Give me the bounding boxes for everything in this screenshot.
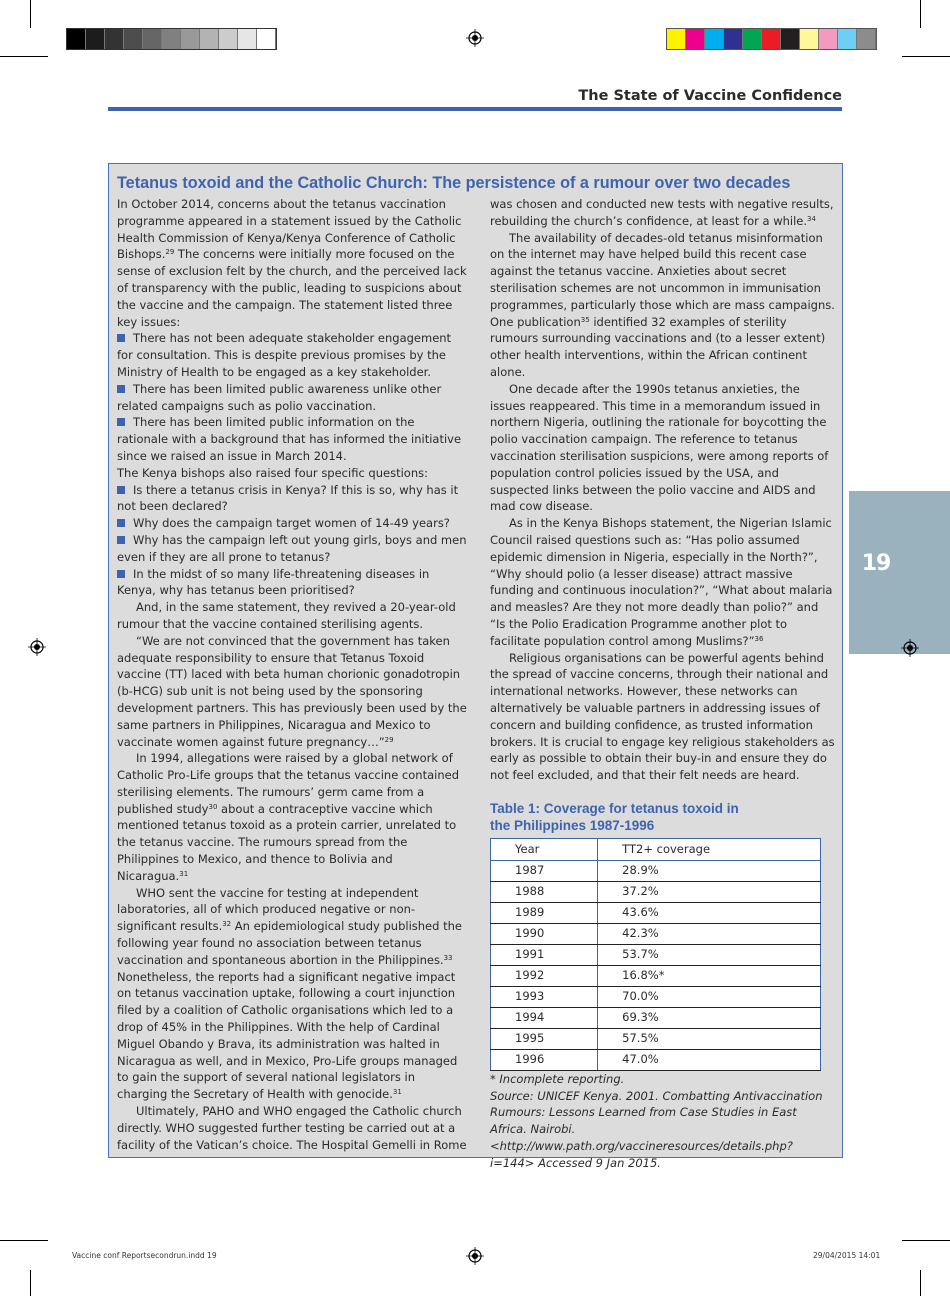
year-cell: 1992 <box>491 965 598 986</box>
registration-mark-icon <box>466 29 484 47</box>
color-swatch <box>781 29 800 49</box>
bullet-item: Why has the campaign left out young girls, boys and men even if they are all prone to tetanus? <box>117 532 467 564</box>
table-row <box>491 1049 821 1070</box>
paragraph: Religious organisations can be powerful agents behind the spread of vaccine concerns, through their national and international networks. However, these networks can alternatively be valuable partners in addressing issues of concern and building confidence, as trusted information brokers. It is crucial to engage key religious stakeholders as early as possible to obtain their buy-in and ensure they do not feel excluded, and that their felt needs are heard. <box>490 650 835 783</box>
paragraph: The Kenya bishops also raised four specific questions: <box>117 465 428 480</box>
paragraph: WHO sent the vaccine for testing at independent laboratories, all of which produced negative or non-significant results.$^{32}$ An epidemiological study published the following year found no association between tetanus vaccination and spontaneous abortion in the Philippines.$^{33}$ Nonetheless, the reports had a significant negative impact on tetanus vaccination uptake, following a court injunction filed by a coalition of Catholic organisations which led to a drop of 45% in the Philippines. With the help of Cardinal Miguel Obando y Brava, its administration was halted in Nicaragua as well, and in Mexico, Pro-Life groups managed to gain the support of several national legislators in charging the Secretary of Health with genocide.$^{31}$ <box>117 885 462 1102</box>
table-row <box>491 902 821 923</box>
gray-swatch <box>105 29 124 49</box>
running-title: The State of Vaccine Confidence <box>578 88 842 104</box>
year-cell: 1991 <box>491 944 598 965</box>
coverage-cell: 43.6% <box>598 902 821 923</box>
header-rule <box>108 107 842 111</box>
bullet-square-icon <box>117 486 125 494</box>
table-row <box>491 1007 821 1028</box>
coverage-cell: 69.3% <box>598 1007 821 1028</box>
right-column <box>490 196 836 1172</box>
case-study-box <box>108 163 843 1170</box>
crop-mark <box>902 1240 950 1241</box>
coverage-cell: 42.3% <box>598 923 821 944</box>
bullet-item: There has been limited public information on the rationale with a background that has informed the initiative since we raised an issue in March 2014. <box>117 415 462 463</box>
gray-swatch <box>238 29 257 49</box>
color-swatch <box>857 29 876 49</box>
crop-mark <box>0 1240 48 1241</box>
paragraph: The availability of decades-old tetanus misinformation on the internet may have helped build this recent case against the tetanus vaccine. Anxieties about secret sterilisation schemes are not uncommon in immunisation programmes, particularly those which are mass campaigns. One publication$^{35}$ identified 32 examples of sterility rumours surrounding vaccinations and (to a lesser extent) other health interventions, within the African continent alone. <box>490 230 835 379</box>
gray-swatch <box>257 29 276 49</box>
gray-swatch <box>67 29 86 49</box>
crop-mark <box>0 56 48 57</box>
color-swatch <box>819 29 838 49</box>
year-cell: 1995 <box>491 1028 598 1049</box>
coverage-cell: 28.9% <box>598 860 821 881</box>
year-cell: 1988 <box>491 881 598 902</box>
gray-swatch <box>200 29 219 49</box>
year-cell: 1990 <box>491 923 598 944</box>
table-row <box>491 965 821 986</box>
table-row <box>491 923 821 944</box>
paragraph: Ultimately, PAHO and WHO engaged the Catholic church directly. WHO suggested further testing be carried out at a facility of the Vatican’s choice. The Hospital Gemelli in Rome <box>117 1104 467 1152</box>
paragraph: In 1994, allegations were raised by a global network of Catholic Pro-Life groups that the tetanus vaccine contained sterilising elements. The rumours’ germ came from a published study$^{30}$ about a contraceptive vaccine which mentioned tetanus toxoid as a protein carrier, unrelated to the tetanus vaccine. The rumours spread from the Philippines to Mexico, and thence to Bolivia and Nicaragua.$^{31}$ <box>117 751 459 883</box>
crop-mark <box>920 0 921 28</box>
gray-swatch <box>162 29 181 49</box>
bullet-square-icon <box>117 536 125 544</box>
crop-mark <box>30 0 31 28</box>
gray-swatch <box>86 29 105 49</box>
bullet-item: Why does the campaign target women of 14-49 years? <box>117 515 467 532</box>
color-swatch <box>705 29 724 49</box>
gray-swatch <box>219 29 238 49</box>
coverage-cell: 37.2% <box>598 881 821 902</box>
paragraph: And, in the same statement, they revived a 20-year-old rumour that the vaccine contained sterilising agents. <box>117 600 456 631</box>
table-row <box>491 881 821 902</box>
registration-mark-icon <box>28 638 46 656</box>
color-swatch <box>743 29 762 49</box>
chapter-side-tab <box>849 491 950 654</box>
year-cell: 1987 <box>491 860 598 881</box>
crop-mark <box>902 56 950 57</box>
column-header-year: Year <box>491 838 598 860</box>
table-footnote: * Incomplete reporting. <box>490 1071 625 1086</box>
coverage-cell: 16.8%* <box>598 965 821 986</box>
table-header-row <box>491 838 821 860</box>
table-title: Table 1: Coverage for tetanus toxoid in the Philippines 1987-1996 <box>490 800 739 833</box>
page-number: 19 <box>861 551 891 576</box>
year-cell: 1989 <box>491 902 598 923</box>
paragraph: As in the Kenya Bishops statement, the Nigerian Islamic Council raised questions such as: “Has polio assumed epidemic dimension in Nigeria, especially in the North?”, “Why should polio (a lesser disease) attract massive funding and continuous inoculation?”, “What about malaria and measles? Are they not more deadly than polio?” and “Is the Polio Eradication Programme another plot to facilitate population control among Muslims?”$^{36}$ <box>490 516 833 648</box>
bullet-item: There has not been adequate stakeholder engagement for consultation. This is despite previous promises by the Ministry of Health to be engaged as a key stakeholder. <box>117 331 452 379</box>
bullet-square-icon <box>117 418 125 426</box>
color-swatch <box>800 29 819 49</box>
color-swatch <box>667 29 686 49</box>
color-swatch <box>762 29 781 49</box>
coverage-table <box>490 838 821 1071</box>
year-cell: 1994 <box>491 1007 598 1028</box>
color-swatch <box>686 29 705 49</box>
quote-paragraph: “We are not convinced that the government has taken adequate responsibility to ensure that Tetanus Toxoid vaccine (TT) laced with beta human chorionic gonadotropin (b-HCG) sub unit is not being used by the sponsoring development partners. This has previously been used by the same partners in Philippines, Nicaragua and Mexico to vaccinate women against future pregnancy…”$^{29}$ <box>117 633 467 749</box>
table-row <box>491 860 821 881</box>
table-row <box>491 1028 821 1049</box>
coverage-cell: 70.0% <box>598 986 821 1007</box>
paragraph: In October 2014, concerns about the tetanus vaccination programme appeared in a statement issued by the Catholic Health Commission of Kenya/Kenya Conference of Catholic Bishops.$^{29}$ The concerns were initially more focused on the sense of exclusion felt by the church, and the perceived lack of transparency with the public, leading to suspicions about the vaccine and the campaign. The statement listed three key issues: <box>117 197 467 329</box>
bullet-square-icon <box>117 385 125 393</box>
box-title: Tetanus toxoid and the Catholic Church: The persistence of a rumour over two decades <box>117 174 791 192</box>
bullet-square-icon <box>117 334 125 342</box>
grayscale-color-bar <box>66 28 277 50</box>
bullet-square-icon <box>117 519 125 527</box>
bullet-square-icon <box>117 570 125 578</box>
table-row <box>491 944 821 965</box>
color-swatch <box>724 29 743 49</box>
gray-swatch <box>143 29 162 49</box>
crop-mark <box>920 1270 921 1296</box>
gray-swatch <box>181 29 200 49</box>
slug-date-info: 29/04/2015 14:01 <box>813 1251 881 1260</box>
year-cell: 1993 <box>491 986 598 1007</box>
table-source: Source: UNICEF Kenya. 2001. Combatting Antivaccination Rumours: Lessons Learned from Case Studies in East Africa. Nairobi. <http://www.path.org/vaccineresources/details.php?i=144> Accessed 9 Jan 2015. <box>490 1088 823 1170</box>
slug-file-info: Vaccine conf Reportsecondrun.indd 19 <box>72 1251 217 1260</box>
paragraph: was chosen and conducted new tests with negative results, rebuilding the church’s confidence, at least for a while.$^{34}$ <box>490 197 834 228</box>
registration-mark-icon <box>466 1247 484 1265</box>
left-column <box>117 196 467 1153</box>
bullet-item: There has been limited public awareness unlike other related campaigns such as polio vaccination. <box>117 381 442 413</box>
bullet-item: In the midst of so many life-threatening diseases in Kenya, why has tetanus been prioritised? <box>117 566 430 598</box>
table-row <box>491 986 821 1007</box>
color-swatch <box>838 29 857 49</box>
column-header-coverage: TT2+ coverage <box>598 838 821 860</box>
crop-mark <box>30 1270 31 1296</box>
process-color-bar <box>666 28 877 50</box>
coverage-cell: 47.0% <box>598 1049 821 1070</box>
bullet-item: Is there a tetanus crisis in Kenya? If this is so, why has it not been declared? <box>117 482 459 514</box>
registration-mark-icon <box>901 639 919 657</box>
coverage-cell: 57.5% <box>598 1028 821 1049</box>
coverage-cell: 53.7% <box>598 944 821 965</box>
gray-swatch <box>124 29 143 49</box>
paragraph: One decade after the 1990s tetanus anxieties, the issues reappeared. This time in a memorandum issued in northern Nigeria, outlining the rationale for boycotting the polio vaccination campaign. The reference to tetanus vaccination sterilisation suspicions, were among reports of population control policies issued by the USA, and suspected links between the polio vaccine and AIDS and mad cow disease. <box>490 381 829 514</box>
year-cell: 1996 <box>491 1049 598 1070</box>
